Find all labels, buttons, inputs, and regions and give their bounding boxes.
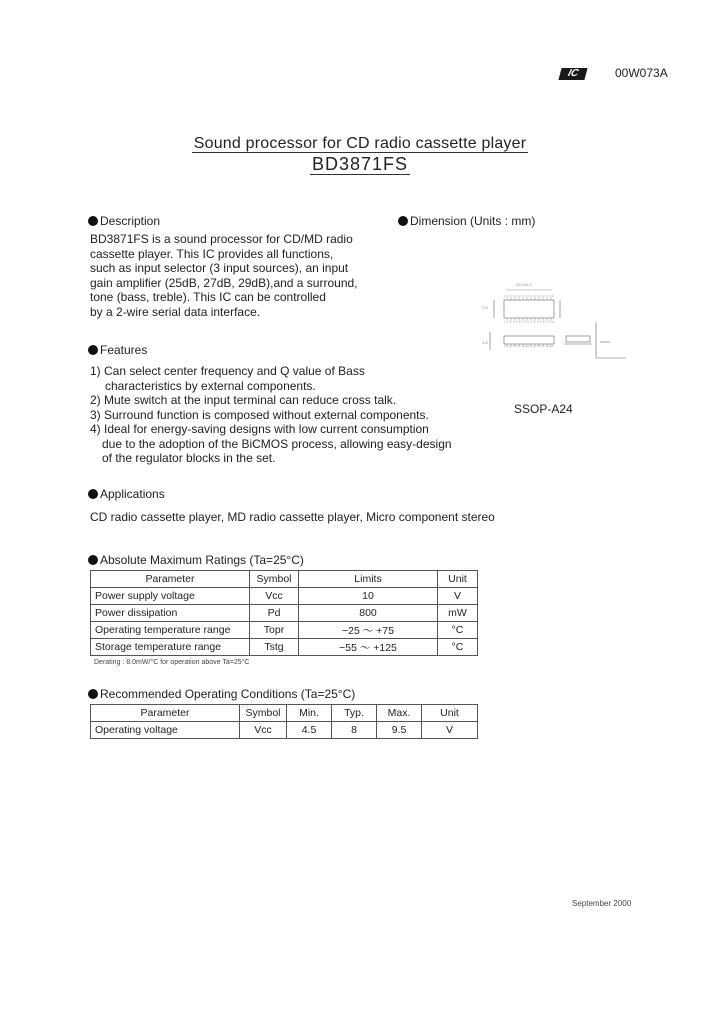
rec-op-heading: Recommended Operating Conditions (Ta=25°C): [88, 687, 355, 701]
table-cell: Power dissipation: [91, 605, 250, 622]
table-cell: V: [422, 722, 478, 739]
table-header-row: [91, 705, 478, 722]
table-row: [91, 588, 478, 605]
table-header-row: [91, 571, 478, 588]
description-line: such as input selector (3 input sources), an input: [90, 261, 349, 275]
table-header-cell: Unit: [438, 571, 478, 588]
table-cell: mW: [438, 605, 478, 622]
table-row: [91, 722, 478, 739]
dimension-heading: Dimension (Units : mm): [398, 214, 535, 228]
description-body: [90, 232, 358, 319]
table-cell: °C: [438, 622, 478, 639]
features-heading: Features: [88, 343, 147, 357]
description-line: BD3871FS is a sound processor for CD/MD radio: [90, 232, 353, 246]
table-header-cell: Max.: [377, 705, 422, 722]
description-line: gain amplifier (25dB, 27dB, 29dB),and a surround,: [90, 275, 358, 290]
abs-max-table: [90, 570, 478, 656]
package-dimension-drawing: [480, 278, 630, 363]
document-number: 00W073A: [615, 66, 668, 80]
feature-item-continuation: due to the adoption of the BiCMOS process, allowing easy-design: [102, 436, 452, 451]
svg-text:1.8: 1.8: [482, 340, 488, 345]
derating-note: Derating : 8.0mW/°C for operation above Ta=25°C: [94, 659, 250, 666]
table-cell: Pd: [250, 605, 299, 622]
table-row: [91, 605, 478, 622]
bullet-icon: [88, 555, 98, 565]
feature-item-continuation: characteristics by external components.: [105, 378, 316, 393]
page-title: Sound processor for CD radio cassette player: [193, 135, 527, 152]
table-header-cell: Symbol: [240, 705, 287, 722]
table-header-cell: Parameter: [91, 705, 240, 722]
features-list: [90, 364, 452, 466]
table-cell: V: [438, 588, 478, 605]
feature-item: 2) Mute switch at the input terminal can reduce cross talk.: [90, 393, 397, 407]
package-name: SSOP-A24: [514, 402, 573, 416]
table-cell: Operating voltage: [91, 722, 240, 739]
table-cell: Storage temperature range: [91, 639, 250, 656]
rohm-logo-icon: IC: [558, 68, 587, 80]
table-row: [91, 639, 478, 656]
table-cell: Topr: [250, 622, 299, 639]
description-heading: Description: [88, 214, 160, 228]
feature-item: 1) Can select center frequency and Q value of Bass: [90, 364, 365, 378]
table-cell: 800: [299, 605, 438, 622]
applications-text: CD radio cassette player, MD radio cassette player, Micro component stereo: [90, 510, 495, 524]
feature-item: 3) Surround function is composed without external components.: [90, 407, 429, 422]
table-cell: Vcc: [250, 588, 299, 605]
feature-item: 4) Ideal for energy-saving designs with low current consumption: [90, 422, 429, 436]
svg-text:10.0±0.2: 10.0±0.2: [516, 282, 532, 287]
bullet-icon: [88, 689, 98, 699]
table-cell: Vcc: [240, 722, 287, 739]
svg-text:7.8: 7.8: [482, 305, 488, 310]
table-cell: 10: [299, 588, 438, 605]
abs-max-heading: Absolute Maximum Ratings (Ta=25°C): [88, 553, 304, 567]
table-cell: Power supply voltage: [91, 588, 250, 605]
feature-item-continuation: of the regulator blocks in the set.: [102, 451, 276, 465]
table-cell: 9.5: [377, 722, 422, 739]
table-header-cell: Symbol: [250, 571, 299, 588]
table-cell: Operating temperature range: [91, 622, 250, 639]
table-cell: −55 ～ +125: [299, 639, 438, 656]
bullet-icon: [88, 216, 98, 226]
description-line: tone (bass, treble). This IC can be controlled: [90, 290, 326, 304]
table-header-cell: Unit: [422, 705, 478, 722]
table-cell: 4.5: [287, 722, 332, 739]
table-header-cell: Min.: [287, 705, 332, 722]
table-header-cell: Typ.: [332, 705, 377, 722]
table-cell: °C: [438, 639, 478, 656]
applications-heading: Applications: [88, 487, 165, 501]
part-number: BD3871FS: [311, 154, 409, 174]
rec-op-table: [90, 704, 478, 739]
table-cell: 8: [332, 722, 377, 739]
table-cell: −25 ～ +75: [299, 622, 438, 639]
bullet-icon: [88, 489, 98, 499]
table-cell: Tstg: [250, 639, 299, 656]
bullet-icon: [398, 216, 408, 226]
publication-date: September 2000: [572, 899, 632, 908]
table-header-cell: Limits: [299, 571, 438, 588]
description-line: by a 2-wire serial data interface.: [90, 304, 261, 319]
table-row: [91, 622, 478, 639]
table-header-cell: Parameter: [91, 571, 250, 588]
description-line: cassette player. This IC provides all functions,: [90, 246, 334, 261]
bullet-icon: [88, 345, 98, 355]
